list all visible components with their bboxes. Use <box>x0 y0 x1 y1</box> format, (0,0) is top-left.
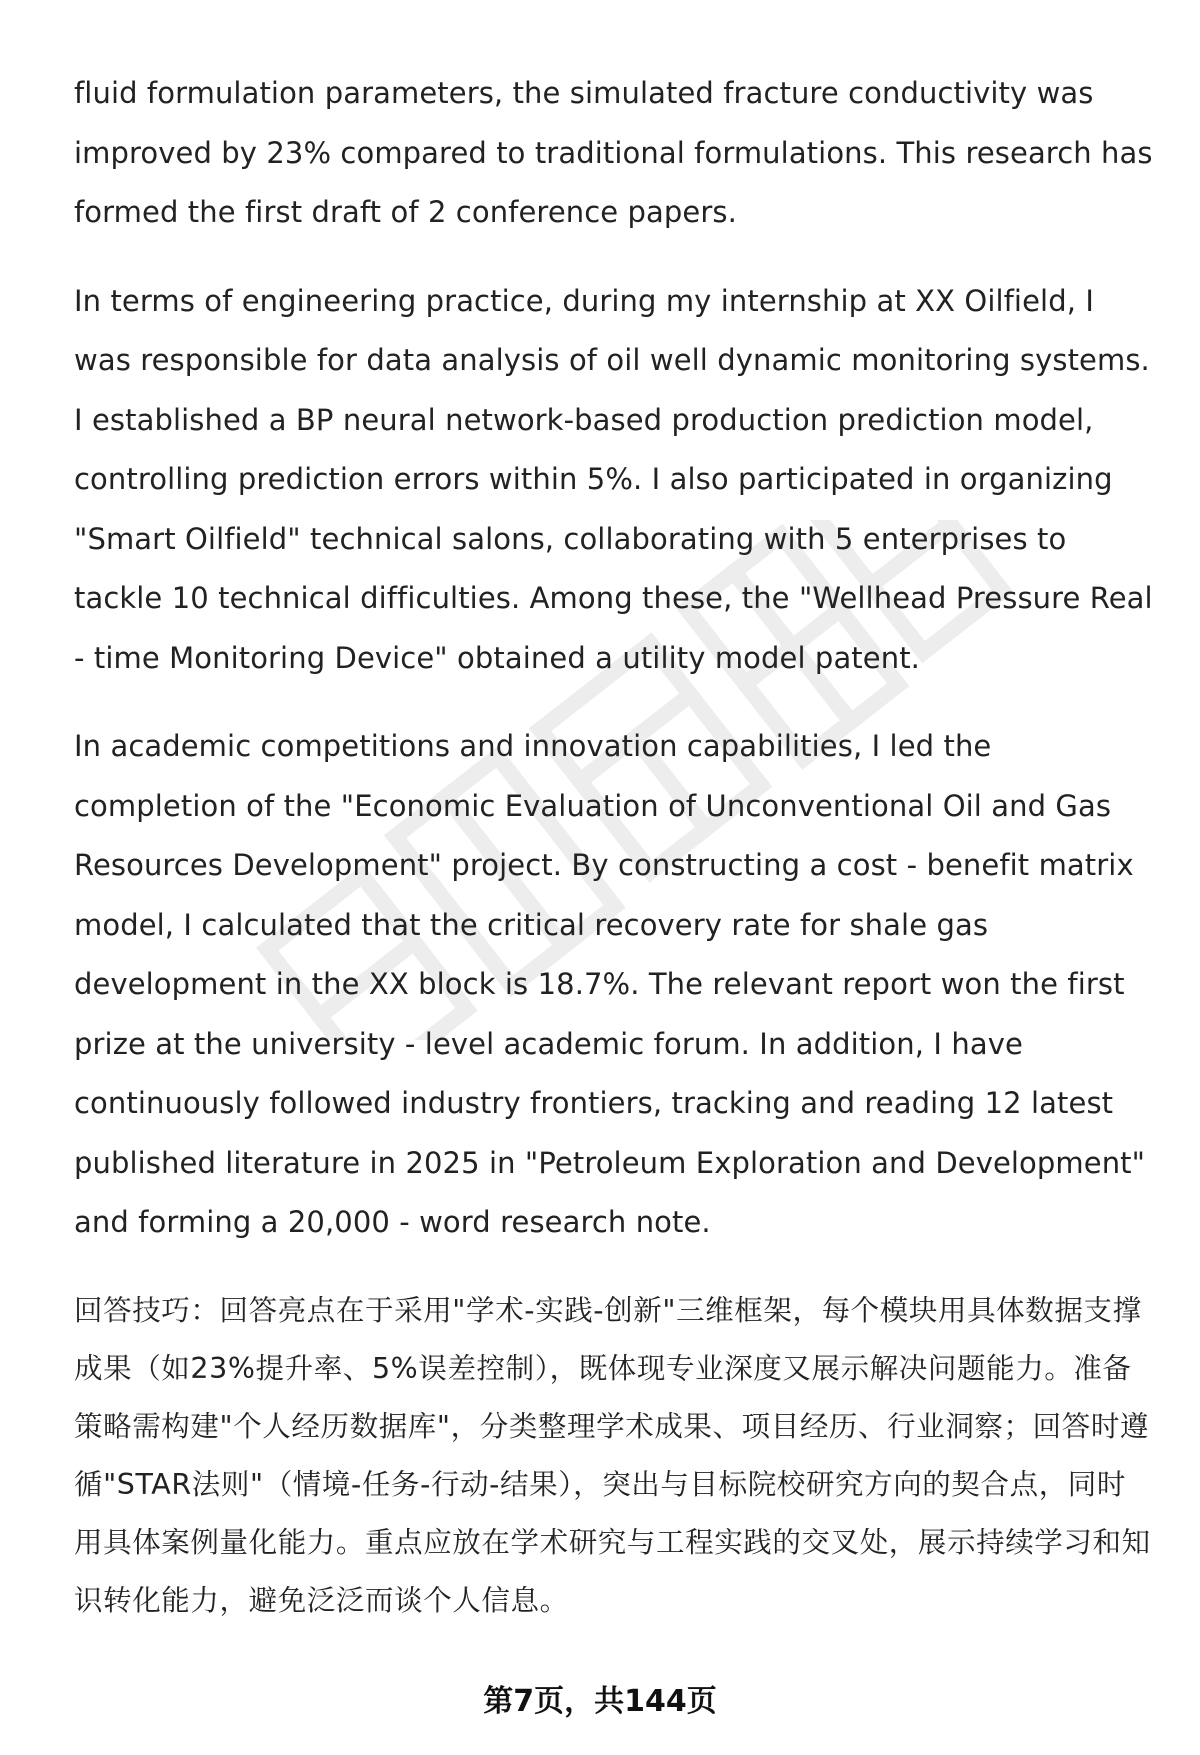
paragraph-academic-competitions: In academic competitions and innovation capabilities, I led the completion of the "Economic Evaluation of Unconventional Oil and Gas Resources Development" project. By constructing a cost - benefit matrix model, I calculated that the critical recovery rate for shale gas development in the XX block is 18.7%. The relevant report won the first prize at the university - level academic forum. In addition, I have continuously followed industry frontiers, tracking and reading 12 latest published literature in 2025 in "Petroleum Exploration and Development" and forming a 20,000 - word research note. <box>74 729 1146 1239</box>
document-body <box>74 64 1154 1630</box>
paragraph-answer-tips: 回答技巧：回答亮点在于采用"学术-实践-创新"三维框架，每个模块用具体数据支撑成果（如23%提升率、5%误差控制），既体现专业深度又展示解决问题能力。准备策略需构建"个人经历数据库"，分类整理学术成果、项目经历、行业洞察；回答时遵循"STAR法则"（情境-任务-行动-结果），突出与目标院校研究方向的契合点，同时用具体案例量化能力。重点应放在学术研究与工程实践的交叉处，展示持续学习和知识转化能力，避免泛泛而谈个人信息。 <box>74 1293 1151 1617</box>
paragraph-engineering-practice: In terms of engineering practice, during my internship at XX Oilfield, I was responsible for data analysis of oil well dynamic monitoring systems. I established a BP neural network-based production prediction model, controlling prediction errors within 5%. I also participated in organizing "Smart Oilfield" technical salons, collaborating with 5 enterprises to tackle 10 technical difficulties. Among these, the "Wellhead Pressure Real - time Monitoring Device" obtained a utility model patent. <box>74 283 1153 675</box>
page-number-footer: 第7页，共144页 <box>483 1684 717 1719</box>
paragraph-research-result: fluid formulation parameters, the simulated fracture conductivity was improved by 23% compared to traditional formulations. This research has formed the first draft of 2 conference papers. <box>74 76 1153 229</box>
